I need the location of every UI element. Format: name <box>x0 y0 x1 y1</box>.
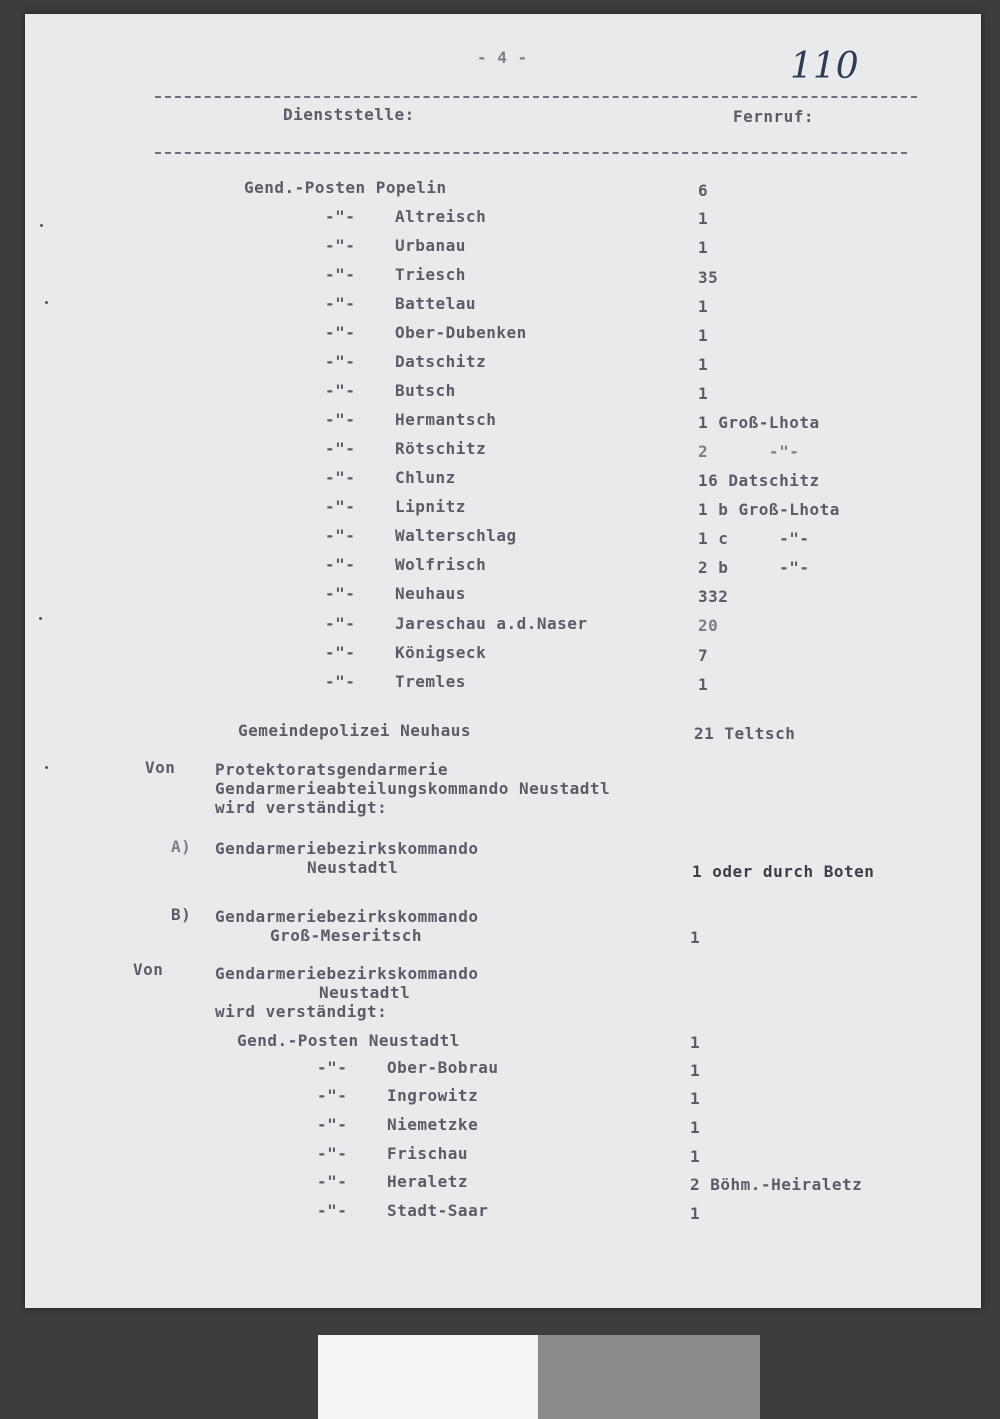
phone-number: 2 -"- <box>698 442 800 461</box>
ditto-mark: -"- <box>325 381 356 400</box>
item-b-letter: B) <box>171 905 192 924</box>
ditto-mark: -"- <box>325 352 356 371</box>
post-name: Stadt-Saar <box>387 1201 489 1220</box>
ditto-mark: -"- <box>325 236 356 255</box>
ditto-mark: -"- <box>325 584 356 603</box>
margin-mark <box>39 617 42 620</box>
post-name: Rötschitz <box>395 439 487 458</box>
calibration-card-white <box>318 1335 538 1419</box>
ditto-mark: -"- <box>325 439 356 458</box>
block2-first-number: 1 <box>690 1033 701 1052</box>
margin-mark <box>45 766 48 769</box>
ditto-mark: -"- <box>325 643 356 662</box>
phone-number: 20 <box>698 616 719 635</box>
post-name: Jareschau a.d.Naser <box>395 614 588 633</box>
ditto-mark: -"- <box>325 526 356 545</box>
item-a-line-2: Neustadtl <box>307 858 399 877</box>
phone-number: 1 c -"- <box>698 529 810 548</box>
phone-number: 16 Datschitz <box>698 471 820 490</box>
phone-number: 2 Böhm.-Heiraletz <box>690 1175 863 1194</box>
post-name: Urbanau <box>395 236 466 255</box>
phone-number: 7 <box>698 646 709 665</box>
post-name: Triesch <box>395 265 466 284</box>
item-a-number: 1 oder durch Boten <box>692 862 875 881</box>
handwritten-folio-number: 110 <box>790 46 859 87</box>
phone-number: 1 <box>690 1089 701 1108</box>
phone-number: 1 <box>690 1061 701 1080</box>
post-name: Wolfrisch <box>395 555 487 574</box>
post-name: Niemetzke <box>387 1115 479 1134</box>
phone-number: 2 b -"- <box>698 558 810 577</box>
ditto-mark: -"- <box>317 1115 348 1134</box>
ditto-mark: -"- <box>317 1144 348 1163</box>
post-name: Datschitz <box>395 352 487 371</box>
ditto-mark: -"- <box>325 468 356 487</box>
header-dienststelle: Dienststelle: <box>283 105 415 124</box>
ditto-mark: -"- <box>317 1058 348 1077</box>
von1-line-2: Gendarmerieabteilungskommando Neustadtl <box>215 779 611 798</box>
ditto-mark: -"- <box>325 497 356 516</box>
phone-number: 1 Groß-Lhota <box>698 413 820 432</box>
gemeinde-name: Gemeindepolizei Neuhaus <box>238 721 472 740</box>
post-name: Frischau <box>387 1144 469 1163</box>
ditto-mark: -"- <box>317 1172 348 1191</box>
phone-number: 35 <box>698 268 719 287</box>
ditto-mark: -"- <box>325 323 356 342</box>
phone-number: 332 <box>698 587 729 606</box>
post-name: Ober-Bobrau <box>387 1058 499 1077</box>
phone-number: 1 <box>698 326 709 345</box>
item-b-line-2: Groß-Meseritsch <box>270 926 422 945</box>
von1-line-3: wird verständigt: <box>215 798 388 817</box>
header-fernruf: Fernruf: <box>733 107 815 126</box>
von2-line-3: wird verständigt: <box>215 1002 388 1021</box>
post-name: Heraletz <box>387 1172 469 1191</box>
item-b-line-1: Gendarmeriebezirkskommando <box>215 907 479 926</box>
post-name: Butsch <box>395 381 456 400</box>
ditto-mark: -"- <box>325 265 356 284</box>
post-name: Hermantsch <box>395 410 497 429</box>
phone-number: 1 <box>698 209 709 228</box>
post-name: Ingrowitz <box>387 1086 479 1105</box>
block1-first-number: 6 <box>698 181 709 200</box>
phone-number: 1 <box>698 384 709 403</box>
header-bottom-rule <box>155 152 907 154</box>
post-name: Chlunz <box>395 468 456 487</box>
calibration-card-gray <box>538 1335 760 1419</box>
von2-line-1: Gendarmeriebezirkskommando <box>215 964 479 983</box>
ditto-mark: -"- <box>325 614 356 633</box>
item-a-line-1: Gendarmeriebezirkskommando <box>215 839 479 858</box>
von1-label: Von <box>145 758 176 777</box>
von2-label: Von <box>133 960 164 979</box>
post-name: Battelau <box>395 294 477 313</box>
block2-first-name: Gend.-Posten Neustadtl <box>237 1031 460 1050</box>
phone-number: 1 <box>698 675 709 694</box>
ditto-mark: -"- <box>325 672 356 691</box>
ditto-mark: -"- <box>317 1086 348 1105</box>
gemeinde-number: 21 Teltsch <box>694 724 796 743</box>
phone-number: 1 <box>690 1204 701 1223</box>
ditto-mark: -"- <box>325 410 356 429</box>
margin-mark <box>45 301 48 304</box>
post-name: Tremles <box>395 672 466 691</box>
header-top-rule <box>155 96 917 98</box>
phone-number: 1 <box>698 355 709 374</box>
ditto-mark: -"- <box>325 294 356 313</box>
post-name: Altreisch <box>395 207 487 226</box>
post-name: Lipnitz <box>395 497 466 516</box>
von1-line-1: Protektoratsgendarmerie <box>215 760 449 779</box>
phone-number: 1 <box>690 1147 701 1166</box>
phone-number: 1 <box>698 238 709 257</box>
ditto-mark: -"- <box>325 207 356 226</box>
von2-line-2: Neustadtl <box>319 983 411 1002</box>
phone-number: 1 b Groß-Lhota <box>698 500 840 519</box>
margin-mark <box>40 224 43 227</box>
post-name: Neuhaus <box>395 584 466 603</box>
post-name: Königseck <box>395 643 487 662</box>
page-number: - 4 - <box>477 48 528 67</box>
post-name: Walterschlag <box>395 526 517 545</box>
item-a-letter: A) <box>171 837 192 856</box>
ditto-mark: -"- <box>325 555 356 574</box>
ditto-mark: -"- <box>317 1201 348 1220</box>
phone-number: 1 <box>698 297 709 316</box>
post-name: Ober-Dubenken <box>395 323 527 342</box>
phone-number: 1 <box>690 1118 701 1137</box>
item-b-number: 1 <box>690 928 701 947</box>
block1-first-name: Gend.-Posten Popelin <box>244 178 447 197</box>
document-page <box>25 14 981 1308</box>
